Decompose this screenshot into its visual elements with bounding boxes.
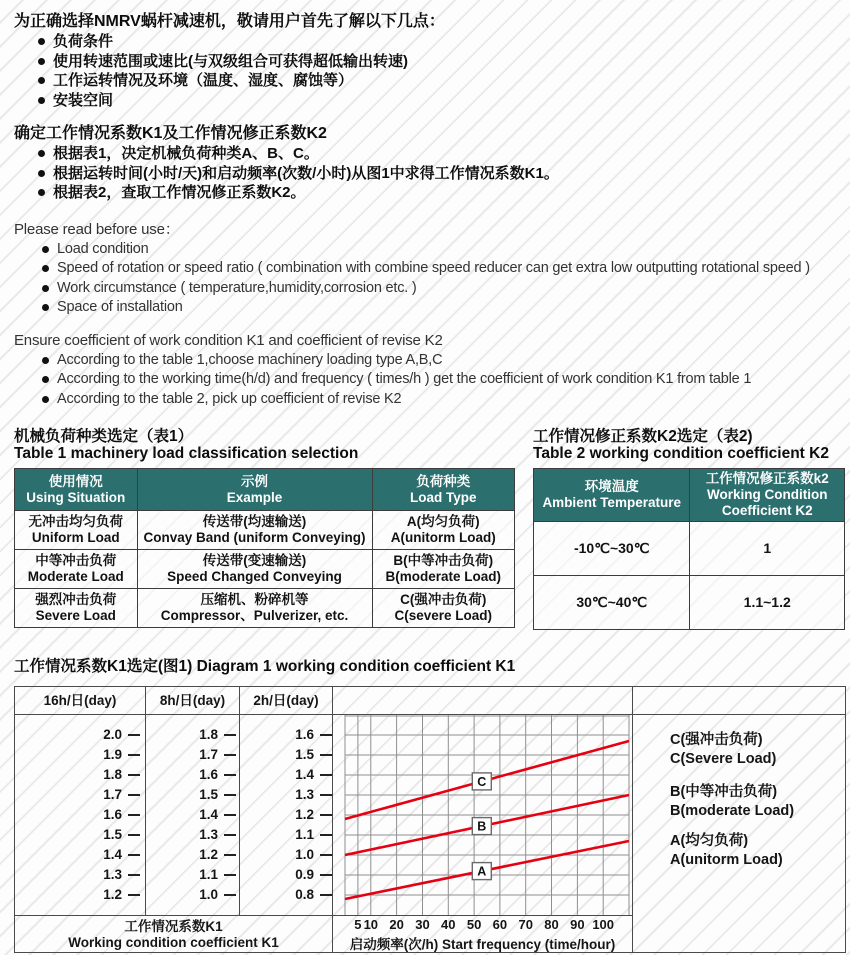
tick-dash bbox=[224, 794, 236, 796]
scale-tick: 1.0 bbox=[240, 846, 332, 864]
section-intro-cn bbox=[14, 12, 850, 110]
table-row bbox=[534, 576, 845, 630]
figure-footer-row bbox=[15, 915, 845, 952]
list-item-text: 根据表2，查取工作情况修正系数K2。 bbox=[53, 184, 306, 201]
x-tick-label: 90 bbox=[570, 917, 585, 932]
table2-title-en: Table 2 working condition coefficient K2 bbox=[533, 445, 829, 462]
cell-situation: 无冲击均匀负荷 Uniform Load bbox=[15, 511, 138, 550]
cell-load-type: A(均匀负荷) A(unitorm Load) bbox=[372, 511, 515, 550]
table2-title-cn: 工作情况修正系数K2选定（表2) bbox=[533, 428, 753, 445]
k1-line-chart bbox=[333, 715, 633, 915]
tick-dash bbox=[224, 774, 236, 776]
list-item bbox=[38, 52, 850, 72]
tick-dash bbox=[224, 754, 236, 756]
tables-row bbox=[14, 428, 850, 630]
x-tick-label: 20 bbox=[389, 917, 404, 932]
scale-tick: 0.8 bbox=[240, 886, 332, 904]
cell-example: 压缩机、粉碎机等 Compressor、Pulverizer, etc. bbox=[137, 589, 372, 628]
scale-column-16h bbox=[15, 715, 146, 915]
bullet-icon bbox=[38, 77, 45, 84]
series-label: C bbox=[477, 774, 487, 789]
table2-block bbox=[533, 428, 845, 630]
list-item-text: 根据运转时间(小时/天)和启动频率(次数/小时)从图1中求得工作情况系数K1。 bbox=[53, 164, 559, 182]
tick-dash bbox=[128, 834, 140, 836]
legend-header-spacer bbox=[633, 687, 845, 714]
tick-dash bbox=[128, 814, 140, 816]
scale-tick: 1.8 bbox=[15, 766, 145, 784]
scale-tick: 1.2 bbox=[146, 846, 239, 864]
x-tick-label: 30 bbox=[415, 917, 430, 932]
list-item bbox=[38, 183, 850, 203]
k2-coefficient-table bbox=[533, 468, 845, 630]
tick-dash bbox=[320, 874, 332, 876]
scale-tick: 1.5 bbox=[146, 786, 239, 804]
scale-tick: 1.4 bbox=[146, 806, 239, 824]
list-item bbox=[42, 279, 850, 299]
machinery-load-table bbox=[14, 468, 515, 628]
tick-dash bbox=[224, 874, 236, 876]
section-intro-en bbox=[14, 220, 850, 318]
list-item-text: According to the table 1,choose machinery loading type A,B,C bbox=[57, 351, 443, 368]
table-row bbox=[534, 522, 845, 576]
scale-tick: 1.4 bbox=[240, 766, 332, 784]
cell-ambient: 30℃~40℃ bbox=[534, 576, 690, 630]
table-header-row bbox=[15, 469, 515, 511]
header-example: 示例 Example bbox=[137, 469, 372, 511]
tick-dash bbox=[224, 894, 236, 896]
x-axis-title: 启动频率(次/h) Start frequency (time/hour) bbox=[349, 937, 616, 952]
list-item bbox=[42, 390, 850, 410]
list-item-text: According to the working time(h/d) and frequency ( times/h ) get the coefficient of work condition K1 from table 1 bbox=[57, 371, 752, 387]
scale-tick: 1.1 bbox=[240, 826, 332, 844]
table1-title-cn: 机械负荷种类选定（表1） bbox=[14, 428, 194, 445]
scale-tick: 1.6 bbox=[146, 766, 239, 784]
cell-load-type: C(强冲击负荷) C(severe Load) bbox=[372, 589, 515, 628]
footer-spacer bbox=[633, 915, 845, 952]
cell-ambient: -10℃~30℃ bbox=[534, 522, 690, 576]
cell-example: 传送带(变速输送) Speed Changed Conveying bbox=[137, 550, 372, 589]
list-item-text: Speed of rotation or speed ratio ( combination with combine speed reducer can get extra low outputting rotational speed ) bbox=[57, 260, 810, 276]
scale-tick: 1.8 bbox=[146, 726, 239, 744]
scale-column-8h bbox=[146, 715, 240, 915]
bullet-icon bbox=[38, 58, 45, 65]
cell-k2: 1.1~1.2 bbox=[690, 576, 845, 630]
list-item-text: 安装空间 bbox=[53, 91, 114, 109]
plot-header-spacer bbox=[333, 687, 633, 714]
coeff-en-heading: Ensure coefficient of work condition K1 and coefficient of revise K2 bbox=[14, 331, 443, 349]
table-row bbox=[15, 589, 515, 628]
list-item bbox=[38, 71, 850, 91]
scale-tick: 1.2 bbox=[15, 886, 145, 904]
list-item bbox=[42, 259, 850, 279]
x-tick-label: 10 bbox=[363, 917, 379, 932]
list-item bbox=[42, 370, 850, 390]
y-axis-title-en: Working condition coefficient K1 bbox=[68, 935, 279, 950]
header-k2-coefficient: 工作情况修正系数k2 Working Condition Coefficient K2 bbox=[690, 469, 845, 522]
legend-item-C: C(强冲击负荷) C(Severe Load) bbox=[670, 732, 777, 767]
tick-dash bbox=[128, 754, 140, 756]
tick-dash bbox=[224, 854, 236, 856]
scale-tick: 1.3 bbox=[240, 786, 332, 804]
tick-dash bbox=[128, 734, 140, 736]
tick-dash bbox=[128, 894, 140, 896]
bullet-icon bbox=[38, 97, 45, 104]
section-coeff-en bbox=[14, 331, 850, 410]
legend-area bbox=[633, 715, 845, 915]
plot-area bbox=[333, 715, 633, 915]
list-item-text: 使用转速范围或速比(与双级组合可获得超低输出转速) bbox=[53, 52, 408, 70]
tick-dash bbox=[320, 834, 332, 836]
header-using-situation: 使用情况 Using Situation bbox=[15, 469, 138, 511]
header-load-type: 负荷种类 Load Type bbox=[372, 469, 515, 511]
scale-tick: 1.7 bbox=[15, 786, 145, 804]
bullet-icon bbox=[42, 265, 49, 272]
list-item bbox=[38, 144, 850, 164]
scale-tick: 1.2 bbox=[240, 806, 332, 824]
tick-dash bbox=[128, 794, 140, 796]
list-item bbox=[38, 164, 850, 184]
scale-tick: 1.9 bbox=[15, 746, 145, 764]
bullet-icon bbox=[42, 285, 49, 292]
legend-item-A: A(均匀负荷) A(unitorm Load) bbox=[670, 833, 783, 868]
diagram-title: 工作情况系数K1选定(图1) Diagram 1 working condition coefficient K1 bbox=[14, 658, 516, 675]
scale-tick: 1.7 bbox=[146, 746, 239, 764]
list-item-text: 工作运转情况及环境（温度、湿度、腐蚀等） bbox=[53, 72, 354, 89]
table1-block bbox=[14, 428, 515, 628]
bullet-icon bbox=[42, 304, 49, 311]
tick-dash bbox=[320, 854, 332, 856]
list-item-text: Load condition bbox=[57, 240, 149, 257]
x-tick-label: 60 bbox=[492, 917, 508, 932]
x-tick-label: 100 bbox=[592, 917, 615, 932]
intro-cn-heading: 为正确选择NMRV蜗杆减速机，敬请用户首先了解以下几点： bbox=[14, 13, 445, 30]
scale-tick: 1.0 bbox=[146, 886, 239, 904]
tick-dash bbox=[224, 834, 236, 836]
table1-title-en: Table 1 machinery load classification selection bbox=[14, 445, 359, 462]
cell-load-type: B(中等冲击负荷) B(moderate Load) bbox=[372, 550, 515, 589]
cell-k2: 1 bbox=[690, 522, 845, 576]
series-label: A bbox=[477, 864, 487, 879]
scale-tick: 1.3 bbox=[15, 866, 145, 884]
table-row bbox=[15, 511, 515, 550]
k1-diagram-figure bbox=[14, 686, 846, 953]
bullet-icon bbox=[42, 246, 49, 253]
series-label: B bbox=[477, 819, 487, 834]
y-axis-title-cn: 工作情况系数K1 bbox=[124, 919, 223, 934]
tick-dash bbox=[320, 814, 332, 816]
tick-dash bbox=[128, 854, 140, 856]
scale-header-8h: 8h/日(day) bbox=[146, 687, 240, 714]
x-tick-label: 70 bbox=[518, 917, 533, 932]
tick-dash bbox=[320, 774, 332, 776]
y-axis-title bbox=[15, 915, 333, 952]
intro-en-heading: Please read before use： bbox=[14, 220, 180, 238]
list-item-text: 负荷条件 bbox=[53, 33, 114, 50]
list-item-text: Space of installation bbox=[57, 299, 183, 315]
list-item bbox=[42, 298, 850, 318]
tick-dash bbox=[320, 754, 332, 756]
scale-tick: 1.4 bbox=[15, 846, 145, 864]
tick-dash bbox=[320, 734, 332, 736]
scale-tick: 1.3 bbox=[146, 826, 239, 844]
bullet-icon bbox=[38, 189, 45, 196]
tick-dash bbox=[224, 814, 236, 816]
cell-situation: 强烈冲击负荷 Severe Load bbox=[15, 589, 138, 628]
tick-dash bbox=[320, 894, 332, 896]
scale-tick: 1.6 bbox=[15, 806, 145, 824]
scale-tick: 0.9 bbox=[240, 866, 332, 884]
cell-situation: 中等冲击负荷 Moderate Load bbox=[15, 550, 138, 589]
figure-header-row bbox=[15, 687, 845, 715]
scale-column-2h bbox=[240, 715, 333, 915]
scale-tick: 1.5 bbox=[240, 746, 332, 764]
bullet-icon bbox=[42, 396, 49, 403]
list-item bbox=[38, 32, 850, 52]
bullet-icon bbox=[42, 376, 49, 383]
coeff-cn-heading: 确定工作情况系数K1及工作情况修正系数K2 bbox=[14, 125, 327, 142]
figure-body-row bbox=[15, 715, 845, 915]
list-item-text: Work circumstance ( temperature,humidity,corrosion etc. ) bbox=[57, 279, 417, 296]
bullet-icon bbox=[38, 38, 45, 45]
section-coeff-cn bbox=[14, 124, 850, 203]
list-item-text: 根据表1，决定机械负荷种类A、B、C。 bbox=[53, 145, 319, 162]
bullet-icon bbox=[38, 150, 45, 157]
header-ambient-temperature: 环境温度 Ambient Temperature bbox=[534, 469, 690, 522]
scale-tick: 1.6 bbox=[240, 726, 332, 744]
table-row bbox=[15, 550, 515, 589]
list-item-text: According to the table 2, pick up coefficient of revise K2 bbox=[57, 390, 402, 407]
bullet-icon bbox=[38, 170, 45, 177]
x-tick-label: 50 bbox=[466, 917, 482, 932]
tick-dash bbox=[224, 734, 236, 736]
scale-header-16h: 16h/日(day) bbox=[15, 687, 146, 714]
cell-example: 传送带(均速输送) Convay Band (uniform Conveying) bbox=[137, 511, 372, 550]
scale-tick: 1.1 bbox=[146, 866, 239, 884]
scale-tick: 2.0 bbox=[15, 726, 145, 744]
tick-dash bbox=[320, 794, 332, 796]
bullet-icon bbox=[42, 357, 49, 364]
x-axis-area bbox=[333, 915, 633, 952]
list-item bbox=[42, 240, 850, 260]
x-tick-label: 5 bbox=[354, 917, 362, 932]
x-tick-label: 80 bbox=[544, 917, 559, 932]
scale-tick: 1.5 bbox=[15, 826, 145, 844]
legend-item-B: B(中等冲击负荷) B(moderate Load) bbox=[670, 784, 795, 819]
table-header-row bbox=[534, 469, 845, 522]
scale-header-2h: 2h/日(day) bbox=[240, 687, 333, 714]
list-item bbox=[42, 351, 850, 371]
tick-dash bbox=[128, 774, 140, 776]
tick-dash bbox=[128, 874, 140, 876]
list-item bbox=[38, 91, 850, 111]
x-tick-label: 40 bbox=[441, 917, 456, 932]
